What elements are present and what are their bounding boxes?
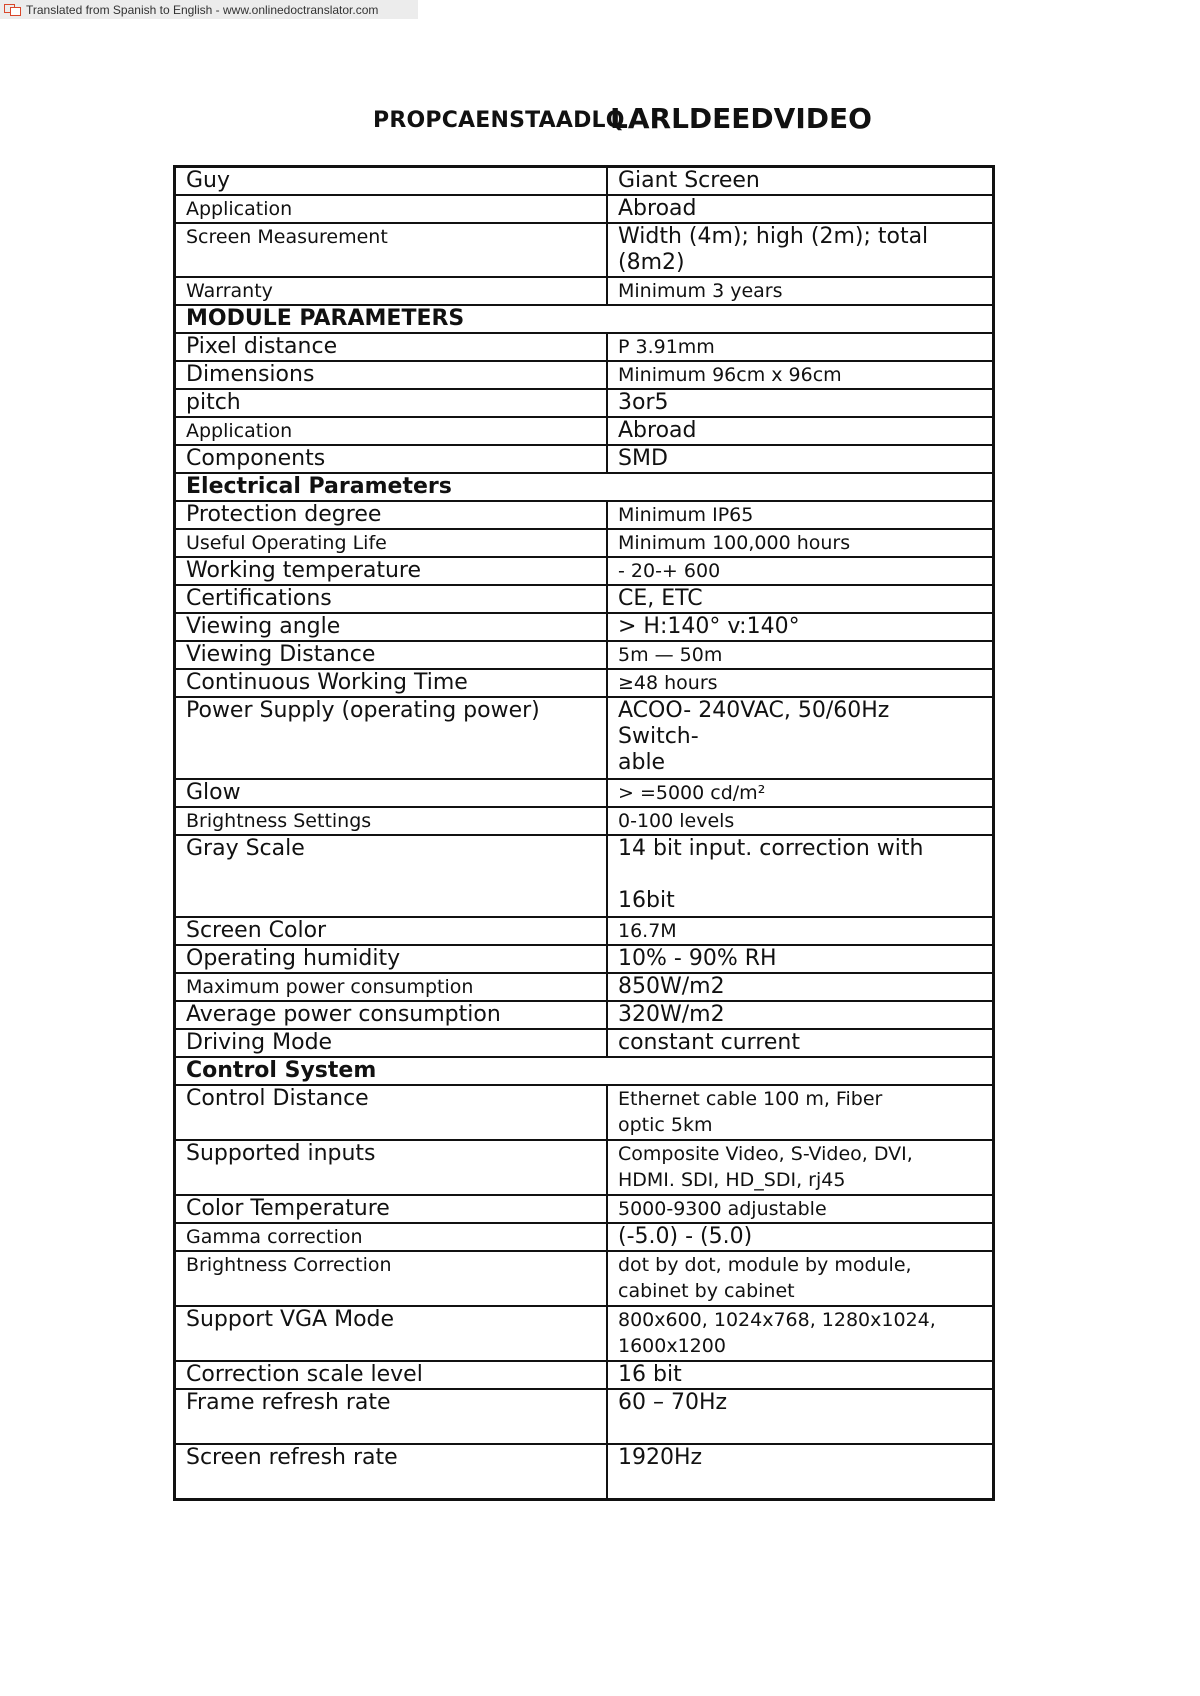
row-label: pitch	[175, 389, 608, 417]
table-row	[175, 223, 994, 277]
row-value: Composite Video, S-Video, DVI, HDMI. SDI, HD_SDI, rj45	[607, 1140, 994, 1195]
table-row	[175, 697, 994, 779]
table-row	[175, 557, 994, 585]
row-label: Viewing Distance	[175, 641, 608, 669]
translation-banner[interactable]	[0, 0, 418, 19]
table-row	[175, 501, 994, 529]
table-row	[175, 1389, 994, 1444]
row-value: Abroad	[607, 195, 994, 223]
section-heading: MODULE PARAMETERS	[175, 305, 994, 333]
document-title	[0, 102, 1200, 142]
row-label: Screen Measurement	[175, 223, 608, 277]
row-label: Control Distance	[175, 1085, 608, 1140]
row-value: 60 – 70Hz	[607, 1389, 994, 1444]
table-row	[175, 1223, 994, 1251]
translate-icon	[4, 4, 22, 16]
row-label: Gamma correction	[175, 1223, 608, 1251]
row-label: Driving Mode	[175, 1029, 608, 1057]
table-row	[175, 361, 994, 389]
row-value: Minimum 96cm x 96cm	[607, 361, 994, 389]
row-label: Support VGA Mode	[175, 1306, 608, 1361]
table-row	[175, 1251, 994, 1306]
row-value: P 3.91mm	[607, 333, 994, 361]
table-row	[175, 389, 994, 417]
table-row	[175, 973, 994, 1001]
row-label: Application	[175, 195, 608, 223]
table-row	[175, 167, 994, 196]
table-row	[175, 613, 994, 641]
table-row	[175, 641, 994, 669]
row-label: Guy	[175, 167, 608, 196]
table-row	[175, 1029, 994, 1057]
row-label: Color Temperature	[175, 1195, 608, 1223]
table-row	[175, 945, 994, 973]
row-label: Continuous Working Time	[175, 669, 608, 697]
row-label: Average power consumption	[175, 1001, 608, 1029]
row-value: constant current	[607, 1029, 994, 1057]
table-row	[175, 917, 994, 945]
table-row	[175, 1140, 994, 1195]
title-text-a: PROPCAENSTAADLQ	[373, 108, 625, 133]
row-value: 5m — 50m	[607, 641, 994, 669]
row-label: Useful Operating Life	[175, 529, 608, 557]
section-row	[175, 1057, 994, 1085]
row-value: 16 bit	[607, 1361, 994, 1389]
row-value: Minimum IP65	[607, 501, 994, 529]
row-label: Supported inputs	[175, 1140, 608, 1195]
table-row	[175, 1444, 994, 1500]
row-label: Certifications	[175, 585, 608, 613]
row-label: Pixel distance	[175, 333, 608, 361]
row-value: Width (4m); high (2m); total (8m2)	[607, 223, 994, 277]
row-label: Warranty	[175, 277, 608, 305]
row-value: 850W/m2	[607, 973, 994, 1001]
row-value: 1920Hz	[607, 1444, 994, 1500]
row-label: Brightness Correction	[175, 1251, 608, 1306]
row-label: Power Supply (operating power)	[175, 697, 608, 779]
table-row	[175, 1085, 994, 1140]
table-row	[175, 195, 994, 223]
table-row	[175, 445, 994, 473]
row-label: Correction scale level	[175, 1361, 608, 1389]
row-label: Frame refresh rate	[175, 1389, 608, 1444]
row-label: Dimensions	[175, 361, 608, 389]
row-value: dot by dot, module by module, cabinet by cabinet	[607, 1251, 994, 1306]
row-value: > H:140° v:140°	[607, 613, 994, 641]
row-value: (-5.0) - (5.0)	[607, 1223, 994, 1251]
section-row	[175, 473, 994, 501]
row-value: 800x600, 1024x768, 1280x1024, 1600x1200	[607, 1306, 994, 1361]
row-label: Gray Scale	[175, 835, 608, 917]
row-label: Brightness Settings	[175, 807, 608, 835]
table-row	[175, 779, 994, 807]
row-value: Minimum 3 years	[607, 277, 994, 305]
table-row	[175, 669, 994, 697]
row-value: Giant Screen	[607, 167, 994, 196]
table-row	[175, 529, 994, 557]
row-label: Viewing angle	[175, 613, 608, 641]
row-label: Screen refresh rate	[175, 1444, 608, 1500]
row-value: 10% - 90% RH	[607, 945, 994, 973]
row-label: Glow	[175, 779, 608, 807]
row-value: > =5000 cd/m²	[607, 779, 994, 807]
row-value: 14 bit input. correction with 16bit	[607, 835, 994, 917]
row-value: 5000-9300 adjustable	[607, 1195, 994, 1223]
table-row	[175, 835, 994, 917]
table-row	[175, 1361, 994, 1389]
table-row	[175, 1001, 994, 1029]
row-value: Minimum 100,000 hours	[607, 529, 994, 557]
row-value: Ethernet cable 100 m, Fiber optic 5km	[607, 1085, 994, 1140]
spec-table	[173, 165, 995, 1501]
row-label: Maximum power consumption	[175, 973, 608, 1001]
row-label: Operating humidity	[175, 945, 608, 973]
section-heading: Control System	[175, 1057, 994, 1085]
table-row	[175, 1195, 994, 1223]
row-value: 16.7M	[607, 917, 994, 945]
row-label: Protection degree	[175, 501, 608, 529]
section-heading: Electrical Parameters	[175, 473, 994, 501]
table-row	[175, 417, 994, 445]
row-value: ACOO- 240VAC, 50/60Hz Switch- able	[607, 697, 994, 779]
table-row	[175, 1306, 994, 1361]
banner-text[interactable]: Translated from Spanish to English - www.onlinedoctranslator.com	[26, 2, 379, 17]
row-value: 3or5	[607, 389, 994, 417]
row-label: Screen Color	[175, 917, 608, 945]
row-value: Abroad	[607, 417, 994, 445]
row-label: Components	[175, 445, 608, 473]
row-value: 320W/m2	[607, 1001, 994, 1029]
table-row	[175, 333, 994, 361]
row-label: Working temperature	[175, 557, 608, 585]
row-label: Application	[175, 417, 608, 445]
row-value: 0-100 levels	[607, 807, 994, 835]
table-row	[175, 277, 994, 305]
row-value: CE, ETC	[607, 585, 994, 613]
row-value: SMD	[607, 445, 994, 473]
row-value: - 20-+ 600	[607, 557, 994, 585]
table-row	[175, 585, 994, 613]
table-row	[175, 807, 994, 835]
row-value: ≥48 hours	[607, 669, 994, 697]
section-row	[175, 305, 994, 333]
title-text-b: LARLDEEDVIDEO	[610, 102, 872, 135]
